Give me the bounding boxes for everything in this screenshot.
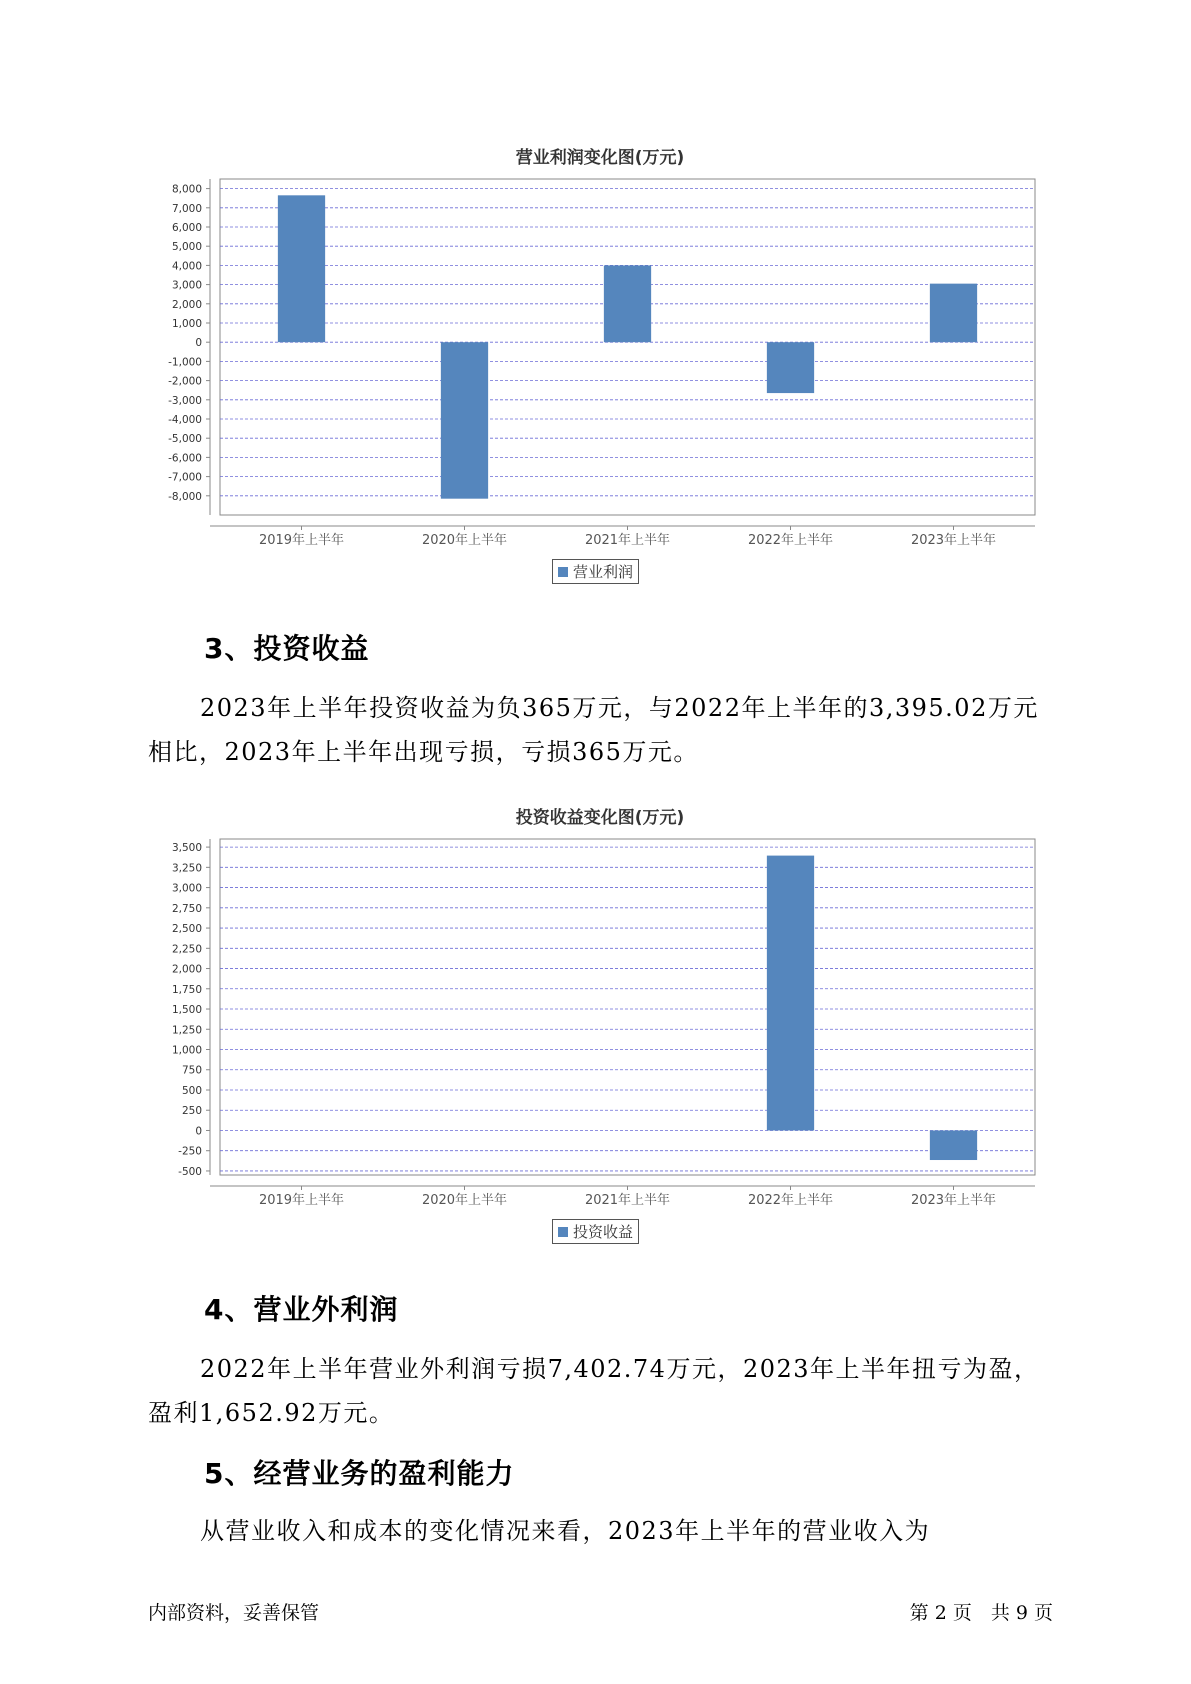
x-tick-label: 2020年上半年 <box>421 533 508 548</box>
plot-frame <box>220 839 1035 1175</box>
y-tick-label: 1,500 <box>171 1004 202 1017</box>
bar <box>604 265 651 342</box>
y-tick-label: 2,250 <box>171 943 202 956</box>
legend-label: 投资收益 <box>573 1223 634 1241</box>
y-tick-label: -7,000 <box>168 471 202 484</box>
paragraph-profitability <box>148 1509 1068 1553</box>
y-tick-label: -2,000 <box>168 375 202 388</box>
section-heading-profitability: 5、经营业务的盈利能力 <box>204 1457 515 1490</box>
x-tick-label: 2023年上半年 <box>910 533 997 548</box>
y-tick-label: 0 <box>195 1125 202 1138</box>
y-tick-label: 8,000 <box>171 183 202 196</box>
operating-profit-chart <box>150 135 1050 595</box>
y-tick-label: 6,000 <box>171 222 202 234</box>
legend-swatch <box>558 567 568 577</box>
section-heading-investment-income: 3、投资收益 <box>204 632 370 665</box>
x-tick-label: 2021年上半年 <box>584 1193 671 1208</box>
y-tick-label: 1,000 <box>171 1044 202 1057</box>
paragraph-line: 从营业收入和成本的变化情况来看，2023年上半年的营业收入为 <box>200 1517 931 1545</box>
paragraph-line: 2022年上半年营业外利润亏损7,402.74万元，2023年上半年扭亏为盈， <box>200 1355 1040 1383</box>
x-tick-label: 2019年上半年 <box>258 1193 345 1208</box>
footer-left: 内部资料，妥善保管 <box>148 1602 320 1624</box>
y-tick-label: 2,750 <box>171 902 202 915</box>
y-tick-label: 3,000 <box>171 279 202 292</box>
chart-svg <box>150 175 1050 575</box>
chart-svg <box>150 835 1050 1235</box>
paragraph-investment-income <box>148 686 1068 774</box>
y-tick-label: 2,000 <box>171 963 202 976</box>
y-tick-label: 0 <box>195 337 202 350</box>
paragraph-line: 相比，2023年上半年出现亏损，亏损365万元。 <box>148 738 699 766</box>
y-tick-label: -250 <box>178 1145 202 1158</box>
y-tick-label: 5,000 <box>171 241 202 254</box>
y-tick-label: 7,000 <box>171 202 202 215</box>
y-tick-label: -3,000 <box>168 394 202 407</box>
bar <box>278 195 325 342</box>
y-tick-label: -5,000 <box>168 433 202 446</box>
y-tick-label: -6,000 <box>168 452 202 465</box>
plot-frame <box>220 179 1035 515</box>
bar <box>767 342 814 393</box>
investment-income-chart <box>150 795 1050 1255</box>
y-tick-label: -8,000 <box>168 490 202 503</box>
y-tick-label: 1,000 <box>171 318 202 330</box>
legend-swatch <box>558 1227 568 1237</box>
bar <box>930 1130 977 1160</box>
y-tick-label: 3,500 <box>171 842 202 855</box>
x-tick-label: 2023年上半年 <box>910 1193 997 1208</box>
paragraph-line: 2023年上半年投资收益为负365万元，与2022年上半年的3,395.02万元 <box>200 694 1039 722</box>
y-tick-label: 2,000 <box>171 298 202 311</box>
x-tick-label: 2022年上半年 <box>747 533 834 548</box>
x-tick-label: 2019年上半年 <box>258 533 345 548</box>
x-tick-label: 2020年上半年 <box>421 1193 508 1208</box>
y-tick-label: 1,750 <box>171 983 202 996</box>
y-tick-label: 2,500 <box>171 923 202 936</box>
legend-label: 营业利润 <box>573 563 634 581</box>
bar <box>767 856 814 1131</box>
y-tick-label: -1,000 <box>168 356 202 369</box>
section-heading-non-operating-profit: 4、营业外利润 <box>204 1293 399 1326</box>
bar <box>441 342 488 498</box>
x-tick-label: 2021年上半年 <box>584 533 671 548</box>
chart-title: 投资收益变化图(万元) <box>515 808 685 828</box>
y-tick-label: 500 <box>181 1084 202 1097</box>
y-tick-label: 4,000 <box>171 260 202 273</box>
paragraph-non-operating-profit <box>148 1347 1068 1435</box>
bar <box>930 284 977 343</box>
footer-page-number: 第 2 页 共 9 页 <box>909 1602 1053 1624</box>
x-tick-label: 2022年上半年 <box>747 1193 834 1208</box>
chart-title: 营业利润变化图(万元) <box>515 148 685 168</box>
y-tick-label: -500 <box>178 1165 202 1178</box>
y-tick-label: 250 <box>181 1105 202 1118</box>
chart-legend <box>552 559 639 584</box>
y-tick-label: 1,250 <box>171 1024 202 1037</box>
paragraph-line: 盈利1,652.92万元。 <box>148 1399 395 1427</box>
chart-legend <box>552 1219 639 1244</box>
y-tick-label: 750 <box>181 1064 202 1077</box>
y-tick-label: 3,000 <box>171 882 202 895</box>
y-tick-label: 3,250 <box>171 862 202 875</box>
y-tick-label: -4,000 <box>168 414 202 426</box>
